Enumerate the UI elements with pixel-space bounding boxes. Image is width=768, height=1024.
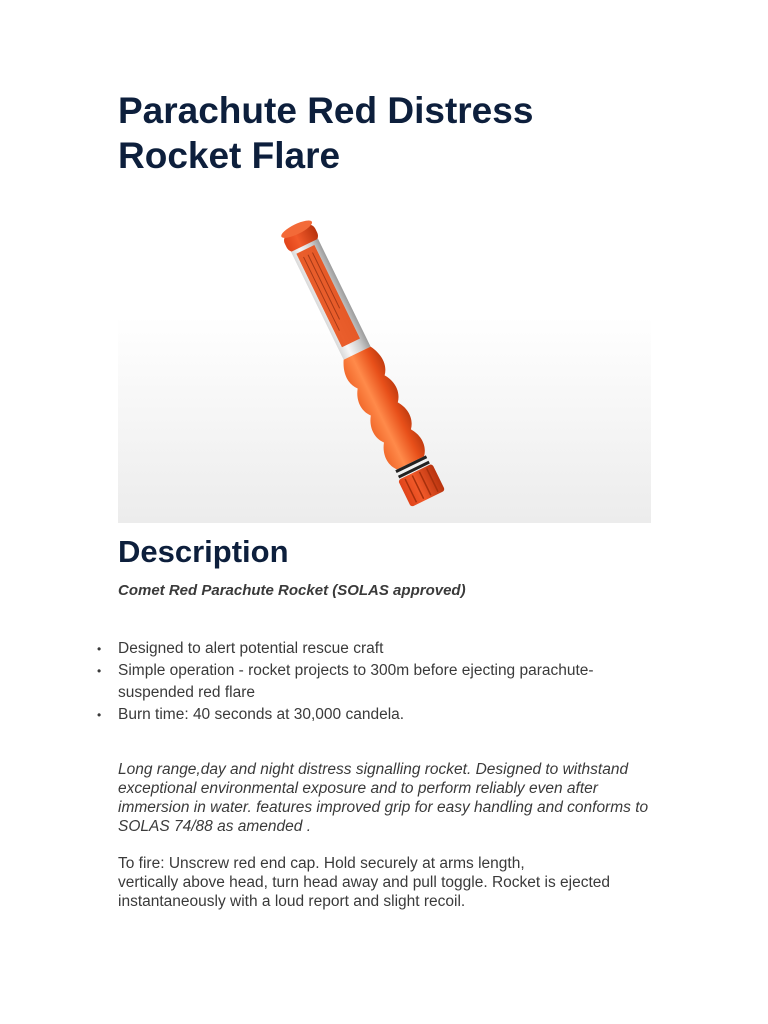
firing-instructions bbox=[118, 854, 658, 911]
description-heading: Description bbox=[118, 534, 289, 569]
long-description: Long range,day and night distress signalling rocket. Designed to withstand exceptional environmental exposure and to perform reliably even after immersion in water. features improved grip for easy handling and conforms to SOLAS 74/88 as amended . bbox=[118, 761, 649, 835]
instruction-line: To fire: Unscrew red end cap. Hold securely at arms length, bbox=[118, 855, 525, 872]
list-item bbox=[97, 638, 658, 660]
page-title: Parachute Red Distress Rocket Flare bbox=[118, 90, 534, 176]
list-item bbox=[97, 704, 658, 726]
bullet-icon: • bbox=[97, 664, 102, 678]
bullet-icon: • bbox=[97, 708, 102, 722]
rocket-flare-illustration bbox=[118, 205, 651, 523]
instruction-line: vertically above head, turn head away and pull toggle. Rocket is ejected instantaneously with a loud report and slight recoil. bbox=[118, 874, 610, 910]
feature-text: Designed to alert potential rescue craft bbox=[118, 640, 384, 657]
product-subtitle: Comet Red Parachute Rocket (SOLAS approved) bbox=[118, 582, 466, 599]
list-item bbox=[97, 660, 658, 704]
feature-text: Simple operation - rocket projects to 300m before ejecting parachute-suspended red flare bbox=[118, 662, 594, 701]
bullet-icon: • bbox=[97, 642, 102, 656]
feature-text: Burn time: 40 seconds at 30,000 candela. bbox=[118, 706, 405, 723]
feature-list bbox=[88, 638, 658, 726]
product-image bbox=[118, 205, 651, 523]
